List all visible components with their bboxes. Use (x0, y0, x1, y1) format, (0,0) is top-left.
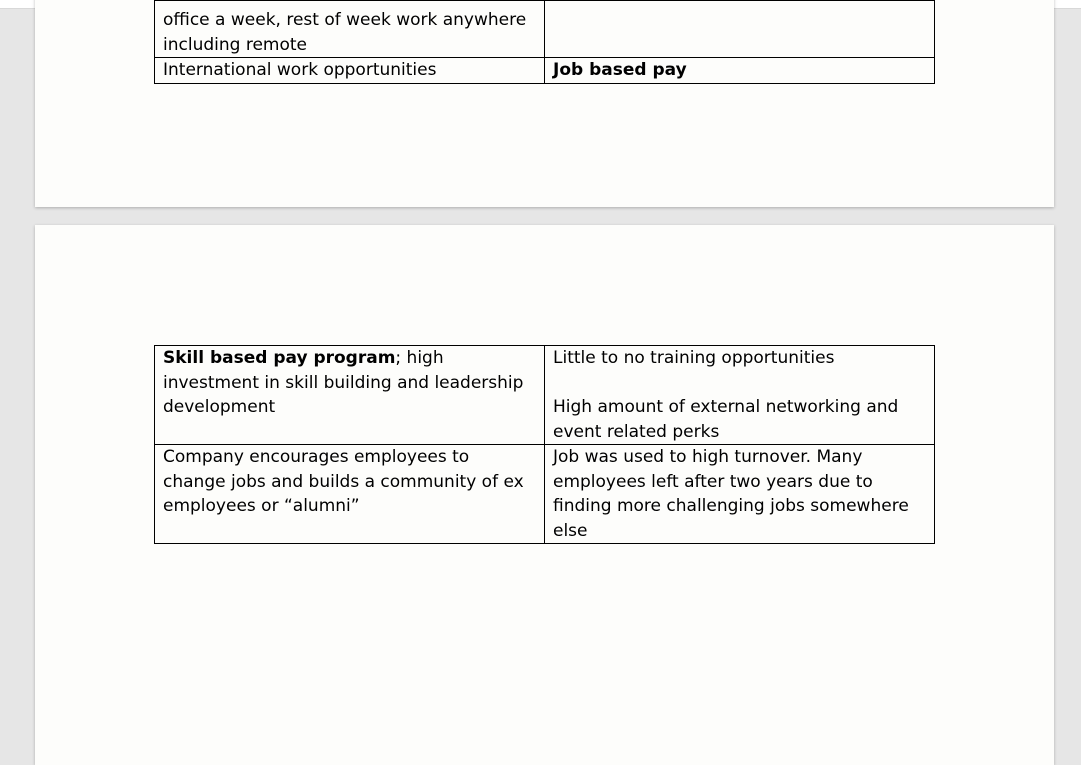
cell-paragraph: Little to no training opportunities (553, 348, 835, 368)
cell-text: including remote (163, 34, 307, 55)
table-row (155, 1, 935, 58)
table-row (155, 346, 935, 445)
comparison-table (154, 345, 935, 544)
table-cell: Job based pay (545, 58, 935, 84)
cell-text: office a week, rest of week work anywhere (163, 10, 527, 30)
comparison-table-continued (154, 0, 935, 84)
cell-bold-text: Skill based pay program (163, 348, 396, 368)
table-row (155, 58, 935, 84)
table-cell: Company encourages employees to change jobs and builds a community of ex employees or “alumni” (155, 445, 545, 544)
table-cell (545, 1, 935, 58)
table-cell (545, 346, 935, 445)
document-page-2 (35, 225, 1054, 765)
cell-text: ; high investment in skill building and leadership development (163, 348, 524, 417)
table-cell (155, 1, 545, 58)
table-row (155, 445, 935, 544)
table-cell: Job was used to high turnover. Many employees left after two years due to finding more challenging jobs somewhere else (545, 445, 935, 544)
table-cell: International work opportunities (155, 58, 545, 84)
cell-paragraph: High amount of external networking and event related perks (553, 397, 899, 442)
document-page-1 (35, 0, 1054, 207)
table-cell (155, 346, 545, 445)
